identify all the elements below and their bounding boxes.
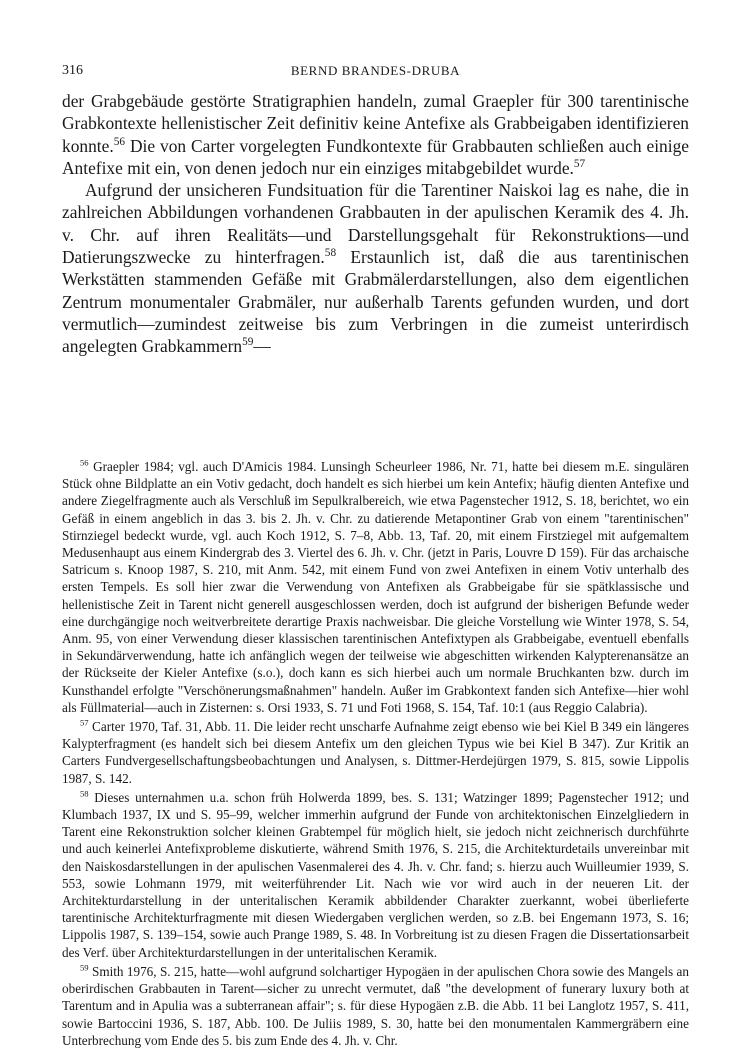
footnote-number: 58 (80, 788, 89, 799)
footnote-ref-58: 58 (324, 247, 337, 260)
footnote-number: 59 (80, 962, 89, 973)
footnote-text: Dieses unternahmen u.a. schon früh Holwerda 1899, bes. S. 131; Watzinger 1899; Pagenstecher 1912; und Klumbach 1937, IX und S. 95–99, welcher immerhin aufgrund der Funde von architektonischen Einzelgliedern in Tarent eine Rekonstruktion solcher kleinen Grabtempel für möglich hielt, sie jedoch nicht zeichnerisch durchführte und auch keinerlei Antefixprobleme diskutierte, während Smith 1976, S. 215, die Architekturdetails unvereinbar mit den Naiskosdarstellungen in der apulischen Vasenmalerei des 4. Jh. v. Chr. fand; s. hierzu auch Wuilleumier 1939, S. 553, sowie Lohmann 1979, mit weiterführender Lit. Nach wie vor wird auch in der neueren Lit. der Architekturdarstellung in der unteritalischen Keramik abbildender Charakter zuerkannt, wobei überlieferte tarentinische Architekturfragmente mit diesen Wiedergaben verglichen werden, so z.B. bei Engemann 1973, S. 16; Lippolis 1987, S. 139–154, sowie auch Prange 1989, S. 48. In Vorbreitung ist zu diesen Fragen die Dissertationsarbeit des Verf. über Architekturdarstellungen in der unteritalischen Keramik. (62, 789, 689, 960)
page-header (62, 63, 689, 83)
footnote-58 (62, 789, 689, 961)
footnote-ref-59: 59 (242, 336, 254, 349)
footnote-ref-56: 56 (113, 135, 125, 148)
main-text (62, 90, 689, 358)
footnote-59 (62, 963, 689, 1049)
footnote-number: 57 (80, 717, 89, 728)
footnote-number: 56 (80, 457, 89, 468)
body-paragraph-1: der Grabgebäude gestörte Stratigraphien handeln, zumal Graepler für 300 tarentinische Grabkontexte hellenistischer Zeit definitiv keine Antefixe als Grabbeigaben identifizieren konnte.$^{56}$ Die von Carter vorgelegten Fundkontexte für Grabbauten schließen auch einige Antefixe mit ein, von denen jedoch nur ein einziges mitabgebildet wurde.$^{57}$ (62, 91, 689, 178)
page-number: 316 (62, 63, 83, 78)
footnote-text: Smith 1976, S. 215, hatte—wohl aufgrund solchartiger Hypogäen in der apulischen Chora sowie des Mangels an oberirdischen Grabbauten in Tarent—sicher zu unrecht vermutet, daß "the development of funerary luxury both at Tarentum and in Apulia was a subterranean affair"; s. für diese Hypogäen z.B. die Abb. 11 bei Langlotz 1957, S. 411, sowie Bartoccini 1936, S. 187, Abb. 100. De Juliis 1989, S. 30, hatte bei den monumentalen Kammergräbern eine Unterbrechung vom Ende des 5. bis zum Ende des 4. Jh. v. Chr. (62, 963, 689, 1048)
footnote-text: Carter 1970, Taf. 31, Abb. 11. Die leider recht unscharfe Aufnahme zeigt ebenso wie bei Kiel B 349 ein längeres Kalypterfragment (es handelt sich bei diesem Antefix um den gleichen Typus wie bei Kiel B 347). Zur Kritik an Carters Fundvergesellschaftungsbeobachtungen und Analysen, s. Dittmer-Herdejürgen 1979, S. 815, sowie Lippolis 1987, S. 142. (62, 719, 689, 786)
footnote-text: Graepler 1984; vgl. auch D'Amicis 1984. Lunsingh Scheurleer 1986, Nr. 71, hatte bei diesem m.E. singulären Stück ohne Bildplatte an ein Votiv gedacht, doch handelt es sich hierbei um kein Antefix; häufig dienten Antefixe und andere Ziegelfragmente auch als Verschluß im Sepulkralbereich, wie etwa Pagenstecher 1912, S. 18, berichtet, wo ein Gefäß in einem angeblich in das 3. bis 2. Jh. v. Chr. zu datierende Metapontiner Grab von einem "tarentinischen" Stirnziegel bedeckt wurde, vgl. auch Koch 1912, S. 7–8, Abb. 13, Taf. 20, mit einem Firstziegel mit aufgemaltem Medusenhaupt aus einem Kindergrab des 3. Viertel des 6. Jh. v. Chr. (jetzt in Paris, Louvre D 159). Für das archaische Satricum s. Knoop 1987, S. 210, mit Anm. 542, mit einem Fund von zwei Antefixen in einem Votiv unterhalb des ersten Tempels. Es soll hier zwar die Verwendung von Antefixen als Grabbeigabe für sie spätklassische und hellenistische Zeit in Tarent nicht generell ausgeschlossen werden, doch ist aufgrund der bisherigen Befunde weder eine durchgängige noch weitverbreitete derartige Praxis nachweisbar. Die gleiche Vorstellung wie Winter 1978, S. 54, Anm. 95, von einer Verwendung dieser klassischen tarentinischen Antefixtypen als Grabbeigabe, eventuell ebenfalls in Sekundärverwendung, hatte ich anfänglich wegen der teilweise wie abgeschitten wirkenden Kalypterenansätze an der Rückseite der Kieler Antefixe (s.o.), doch kann es sich hierbei auch um normale Bruchkanten bzw. durch im Kunsthandel erfolgte "Verschönerungsmaßnahmen" handeln. Außer im Grabkontext fanden sich Antefixe—hier wohl als Füllmaterial—auch in Zisternen: s. Orsi 1933, S. 71 und Foti 1968, S. 154, Taf. 10:1 (aus Reggio Calabria). (62, 459, 690, 715)
footnote-ref-57: 57 (573, 158, 586, 171)
footnote-56 (62, 458, 689, 716)
running-title: BERND BRANDES-DRUBA (290, 63, 461, 78)
footnotes (62, 458, 689, 1051)
footnote-57 (62, 718, 689, 787)
body-paragraph-2: Aufgrund der unsicheren Fundsituation für die Tarentiner Naiskoi lag es nahe, die in zahlreichen Abbildungen vorhandenen Grabbauten in der apulischen Keramik des 4. Jh. v. Chr. auf ihren Realitäts—und Darstellungsgehalt für Rekonstruktions—und Datierungszwecke zu hinterfragen.$^{58}$ Erstaunlich ist, daß die aus tarentinischen Werkstätten stammenden Gefäße mit Grabmälerdarstellungen, also dem eigentlichen Zentrum monumentaler Grabmäler, nur außerhalb Tarents gefunden wurden, und dort vermutlich—zumindest zeitweise bis zum Verbringen in die zumeist unterirdisch angelegten Grabkammern$^{59}$— (62, 180, 689, 357)
